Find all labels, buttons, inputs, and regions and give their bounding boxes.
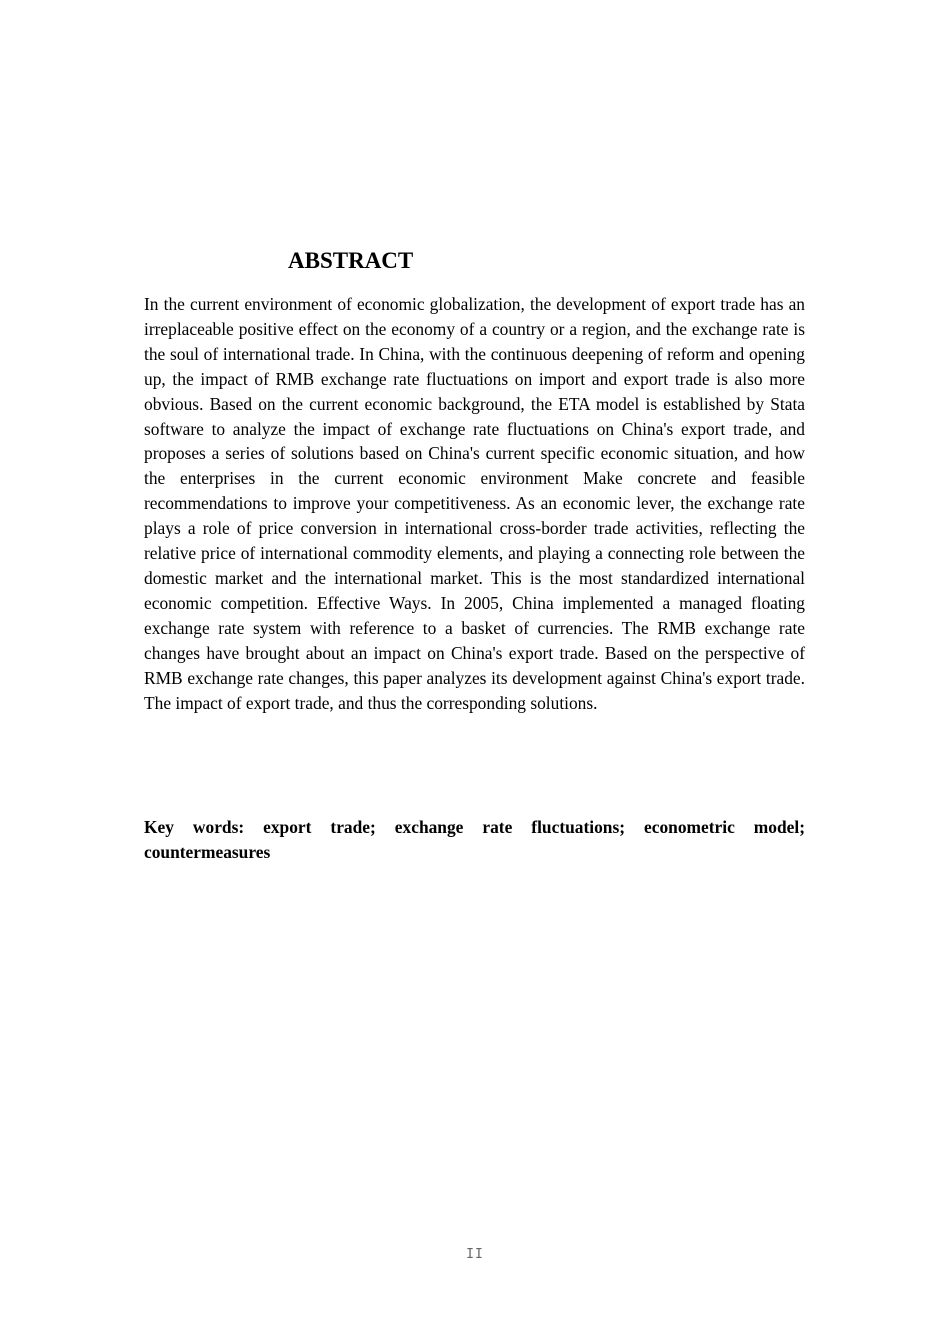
page-number: II: [466, 1247, 484, 1262]
abstract-paragraph: In the current environment of economic globalization, the development of export trade has an irreplaceable positive effect on the economy of a country or a region, and the exchange rate is the soul of international trade. In China, with the continuous deepening of reform and opening up, the impact of RMB exchange rate fluctuations on import and export trade is also more obvious. Based on the current economic background, the ETA model is established by Stata software to analyze the impact of exchange rate fluctuations on China's export trade, and proposes a series of solutions based on China's current specific economic situation, and how the enterprises in the current economic environment Make concrete and feasible recommendations to improve your competitiveness. As an economic lever, the exchange rate plays a role of price conversion in international cross-border trade activities, reflecting the relative price of international commodity elements, and playing a connecting role between the domestic market and the international market. This is the most standardized international economic competition. Effective Ways. In 2005, China implemented a managed floating exchange rate system with reference to a basket of currencies. The RMB exchange rate changes have brought about an impact on China's export trade. Based on the perspective of RMB exchange rate changes, this paper analyzes its development against China's export trade. The impact of export trade, and thus the corresponding solutions.: [144, 294, 805, 713]
keywords-line: Key words: export trade; exchange rate fluctuations; econometric model; countermeasures: [144, 817, 805, 862]
abstract-heading: ABSTRACT: [288, 248, 414, 273]
